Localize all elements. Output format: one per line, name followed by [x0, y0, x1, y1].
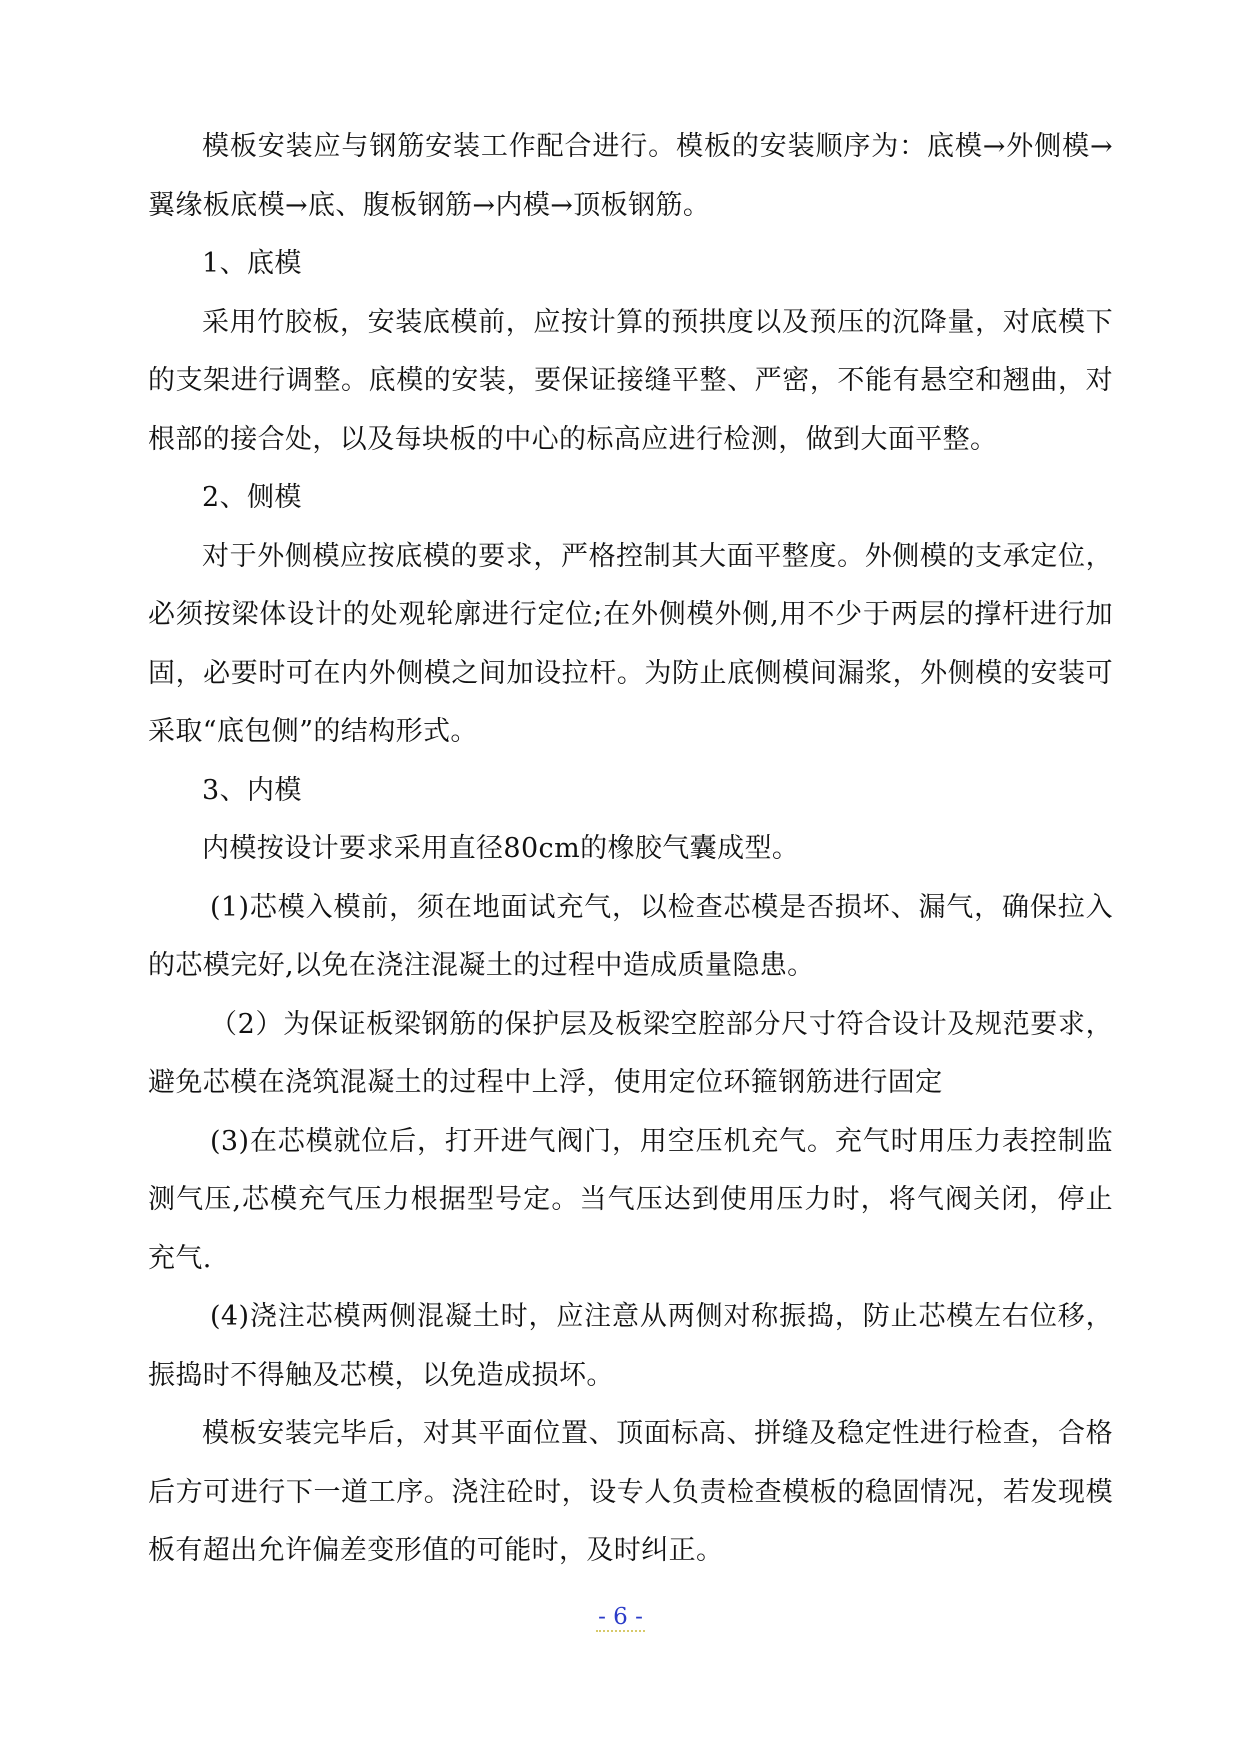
heading-inner-form: 3、内模 [202, 774, 302, 806]
page-footer [0, 1604, 1241, 1630]
heading-side-form: 2、侧模 [202, 482, 302, 513]
heading-bottom-form: 1、底模 [202, 248, 302, 279]
paragraph-inner-form: 内模按设计要求采用直径80cm的橡胶气囊成型。 [202, 833, 800, 864]
paragraph-inner-step-2: （2）为保证板梁钢筋的保护层及板梁空腔部分尺寸符合设计及规范要求，避免芯模在浇筑混凝土的过程中上浮，使用定位环箍钢筋进行固定 [148, 1008, 1113, 1098]
paragraph-inner-step-3: (3)在芯模就位后，打开进气阀门，用空压机充气。充气时用压力表控制监测气压,芯模充气压力根据型号定。当气压达到使用压力时，将气阀关闭，停止充气. [148, 1125, 1113, 1274]
paragraph-installation-order: 模板安装应与钢筋安装工作配合进行。模板的安装顺序为：底模→外侧模→翼缘板底模→底、腹板钢筋→内模→顶板钢筋。 [148, 131, 1113, 221]
document-body [148, 118, 1113, 1581]
page-number: - 6 - [598, 1604, 643, 1630]
paragraph-bottom-form: 采用竹胶板，安装底模前，应按计算的预拱度以及预压的沉降量，对底模下的支架进行调整。底模的安装，要保证接缝平整、严密，不能有悬空和翘曲，对根部的接合处，以及每块板的中心的标高应进行检测，做到大面平整。 [148, 306, 1113, 455]
paragraph-inspection: 模板安装完毕后，对其平面位置、顶面标高、拼缝及稳定性进行检查，合格后方可进行下一道工序。浇注砼时，设专人负责检查模板的稳固情况，若发现模板有超出允许偏差变形值的可能时，及时纠正。 [148, 1418, 1113, 1566]
paragraph-inner-step-1: (1)芯模入模前，须在地面试充气，以检查芯模是否损坏、漏气，确保拉入的芯模完好,以免在浇注混凝土的过程中造成质量隐患。 [148, 891, 1113, 981]
paragraph-inner-step-4: (4)浇注芯模两侧混凝土时，应注意从两侧对称振捣，防止芯模左右位移，振捣时不得触及芯模，以免造成损坏。 [148, 1301, 1113, 1391]
paragraph-side-form: 对于外侧模应按底模的要求，严格控制其大面平整度。外侧模的支承定位，必须按梁体设计的处观轮廓进行定位;在外侧模外侧,用不少于两层的撑杆进行加固，必要时可在内外侧模之间加设拉杆。为防止底侧模间漏浆，外侧模的安装可采取“底包侧”的结构形式。 [148, 540, 1113, 747]
